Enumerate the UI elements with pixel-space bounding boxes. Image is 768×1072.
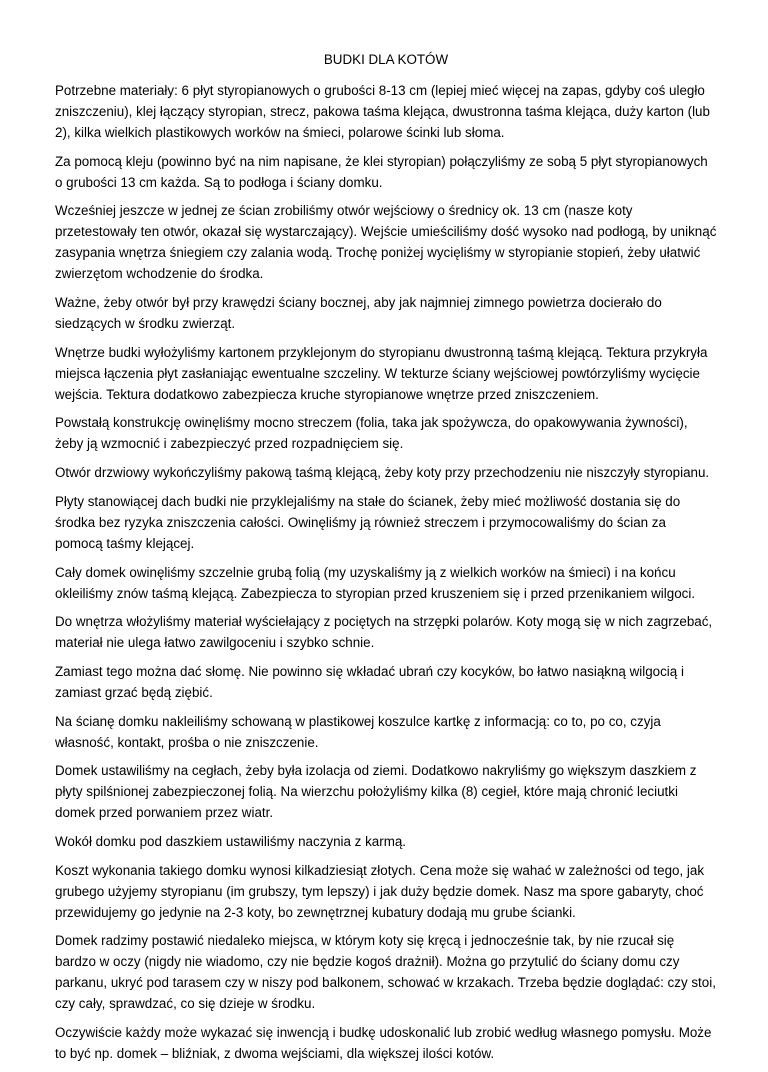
paragraph-foil: Cały domek owinęliśmy szczelnie grubą folią (my uzyskaliśmy ją z wielkich worków na śmieci) i na końcu okleiliśmy znów taśmą klejącą. Zabezpiecza to styropian przed kruszeniem się i przed przenikaniem wilgoci. [55, 564, 696, 601]
paragraph-bricks: Domek ustawiliśmy na cegłach, żeby była izolacja od ziemi. Dodatkowo nakryliśmy go większym daszkiem z płyty spilśnionej zabezpieczonej folią. Na wierzchu położyliśmy kilka (8) cegieł, które mają chronić leciutki domek przed porwaniem przez wiatr. [55, 763, 697, 821]
paragraph-cost: Koszt wykonania takiego domku wynosi kilkadziesiąt złotych. Cena może się wahać w zależności od tego, jak grubego użyjemy styropianu (im grubszy, tym lepszy) i jak duży będzie domek. Nasz ma spore gabaryty, choć przewidujemy go jedynie na 2-3 koty, bo zewnętrznej kubatury dodają mu grube ścianki. [55, 862, 705, 920]
paragraph-bedding: Do wnętrza włożyliśmy materiał wyściełający z pociętych na strzępki polarów. Koty mogą się w nich zagrzebać, materiał nie ulega łatwo zawilgoceniu i szybko schnie. [55, 614, 713, 651]
paragraph-stretch-wrap: Powstałą konstrukcję owinęliśmy mocno streczem (folia, taka jak spożywcza, do opakowywania żywności), żeby ją wzmocnić i zabezpieczyć przed rozpadnięciem się. [55, 415, 688, 452]
paragraph-placement: Domek radzimy postawić niedaleko miejsca, w którym koty się kręcą i jednocześnie tak, by nie rzucał się bardzo w oczy (nigdy nie wiadomo, czy nie będzie kogoś drażnił). Można go przytulić do ściany domu czy parkanu, ukryć pod tarasem czy w niszy pod balkonem, schować w krzakach. Trzeba będzie doglądać: czy stoi, czy cały, sprawdzać, co się dzieje w środku. [55, 933, 716, 1012]
paragraph-door-tape: Otwór drzwiowy wykończyliśmy pakową taśmą klejącą, żeby koty przy przechodzeniu nie niszczyły styropianu. [55, 465, 710, 481]
paragraph-straw: Zamiast tego można dać słomę. Nie powinno się wkładać ubrań czy kocyków, bo łatwo nasiąkną wilgocią i zamiast grzać będą ziębić. [55, 663, 684, 700]
document-title: BUDKI DLA KOTÓW [323, 52, 449, 67]
paragraph-food: Wokół domku pod daszkiem ustawiliśmy naczynia z karmą. [55, 833, 407, 849]
paragraph-info-card: Na ścianę domku nakleiliśmy schowaną w plastikowej koszulce kartkę z informacją: co to, po co, czyja własność, kontakt, prośba o nie zniszczenie. [55, 713, 661, 750]
paragraph-invention: Oczywiście każdy może wykazać się inwencją i budkę udoskonalić lub zrobić według własnego pomysłu. Może to być np. domek – bliźniak, z dwoma wejściami, dla większej ilości kotów. [55, 1025, 712, 1061]
paragraph-roof: Płyty stanowiącej dach budki nie przyklejaliśmy na stałe do ścianek, żeby mieć możliwość dostania się do środka bez ryzyka zniszczenia całości. Owinęliśmy ją również streczem i przymocowaliśmy do ścian za pomocą taśmy klejącej. [55, 493, 681, 551]
paragraph-materials: Potrzebne materiały: 6 płyt styropianowych o grubości 8-13 cm (lepiej mieć więcej na zapas, gdyby coś uległo zniszczeniu), klej łączący styropian, strecz, pakowa taśma klejąca, dwustronna taśma klejąca, duży karton (lub 2), kilka wielkich plastikowych worków na śmieci, polarowe ścinki lub słoma. [55, 83, 710, 140]
paragraph-hole-position: Ważne, żeby otwór był przy krawędzi ściany bocznej, aby jak najmniej zimnego powietrza docierało do siedzących w środku zwierząt. [55, 295, 662, 332]
paragraph-cardboard: Wnętrze budki wyłożyliśmy kartonem przyklejonym do styropianu dwustronną taśmą klejącą. Tektura przykryła miejsca łączenia płyt zasłaniając ewentualne szczeliny. W tekturze ściany wejściowej powtórzyliśmy wycięcie wejścia. Tektura dodatkowo zabezpiecza kruche styropianowe wnętrze przed zniszczeniem. [55, 344, 708, 402]
document-page [55, 45, 717, 1072]
paragraph-glue: Za pomocą kleju (powinno być na nim napisane, że klei styropian) połączyliśmy ze sobą 5 płyt styropianowych o grubości 13 cm każda. Są to podłoga i ściany domku. [55, 153, 708, 190]
paragraph-entrance: Wcześniej jeszcze w jednej ze ścian zrobiliśmy otwór wejściowy o średnicy ok. 13 cm (nasze koty przetestowały ten otwór, okazał się wystarczający). Wejście umieściliśmy dość wysoko nad podłogą, by uniknąć zasypania wnętrza śniegiem czy zalania wodą. Trochę poniżej wycięliśmy w styropianie stopień, żeby ułatwić zwierzętom wchodzenie do środka. [55, 203, 717, 282]
